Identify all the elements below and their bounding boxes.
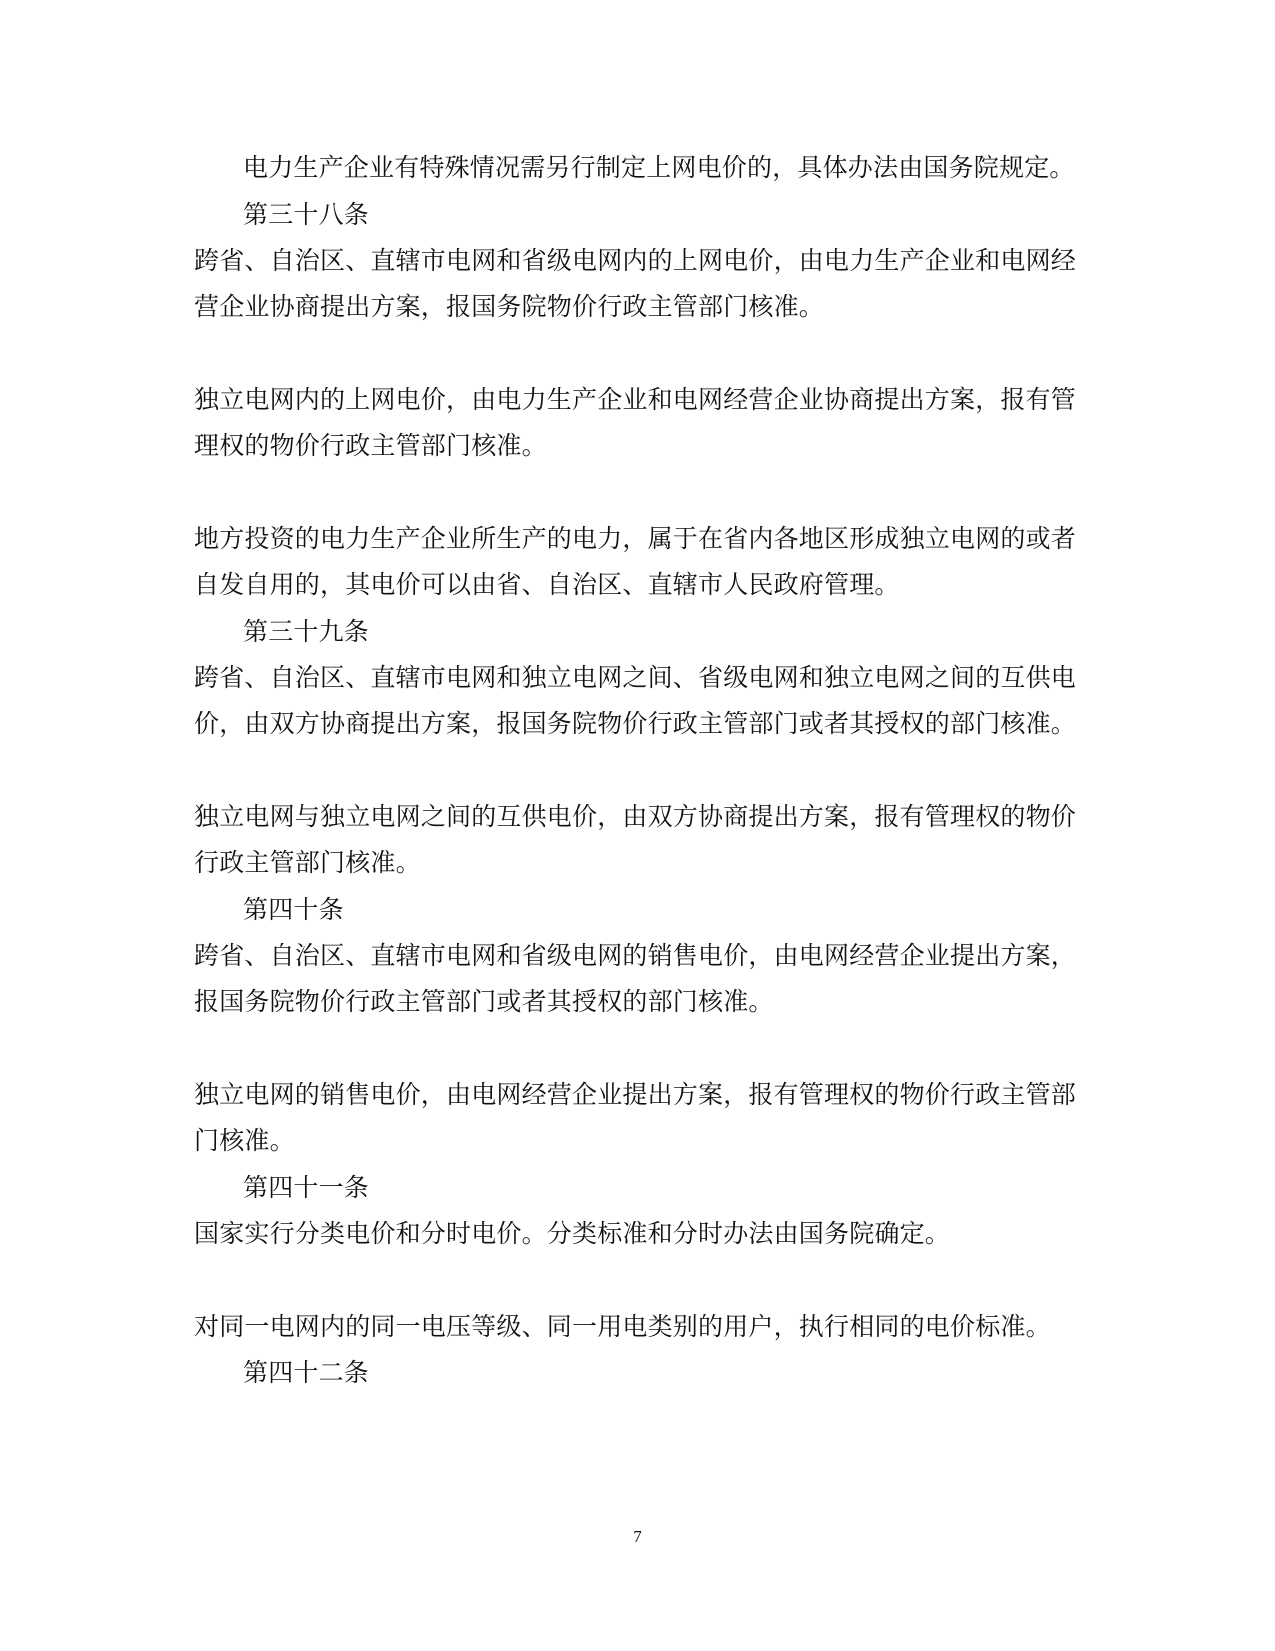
paragraph-line: 价，由双方协商提出方案，报国务院物价行政主管部门或者其授权的部门核准。	[194, 709, 1077, 738]
article-heading: 第四十条	[243, 895, 344, 924]
paragraph-line: 理权的物价行政主管部门核准。	[194, 431, 547, 460]
article-heading: 第三十九条	[243, 617, 370, 646]
paragraph-line: 门核准。	[194, 1126, 295, 1155]
paragraph-line: 独立电网的销售电价，由电网经营企业提出方案，报有管理权的物价行政主管部	[194, 1080, 1077, 1109]
paragraph-line: 国家实行分类电价和分时电价。分类标准和分时办法由国务院确定。	[194, 1219, 951, 1248]
article-heading: 第四十一条	[243, 1173, 370, 1202]
paragraph-line: 独立电网内的上网电价，由电力生产企业和电网经营企业协商提出方案，报有管	[194, 385, 1077, 414]
paragraph-line: 跨省、自治区、直辖市电网和省级电网的销售电价，由电网经营企业提出方案，	[194, 941, 1077, 970]
paragraph-line: 独立电网与独立电网之间的互供电价，由双方协商提出方案，报有管理权的物价	[194, 802, 1077, 831]
paragraph-line: 跨省、自治区、直辖市电网和独立电网之间、省级电网和独立电网之间的互供电	[194, 663, 1077, 692]
article-heading: 第三十八条	[243, 200, 370, 229]
paragraph-line: 自发自用的，其电价可以由省、自治区、直辖市人民政府管理。	[194, 570, 900, 599]
paragraph-line: 跨省、自治区、直辖市电网和省级电网内的上网电价，由电力生产企业和电网经	[194, 246, 1077, 275]
paragraph-line: 电力生产企业有特殊情况需另行制定上网电价的，具体办法由国务院规定。	[243, 153, 1075, 182]
paragraph-line: 行政主管部门核准。	[194, 848, 421, 877]
paragraph-line: 报国务院物价行政主管部门或者其授权的部门核准。	[194, 987, 774, 1016]
page-number: 7	[633, 1527, 642, 1546]
article-heading: 第四十二条	[243, 1358, 370, 1387]
paragraph-line: 对同一电网内的同一电压等级、同一用电类别的用户，执行相同的电价标准。	[194, 1312, 1051, 1341]
paragraph-line: 营企业协商提出方案，报国务院物价行政主管部门核准。	[194, 292, 825, 321]
paragraph-line: 地方投资的电力生产企业所生产的电力，属于在省内各地区形成独立电网的或者	[194, 524, 1077, 553]
